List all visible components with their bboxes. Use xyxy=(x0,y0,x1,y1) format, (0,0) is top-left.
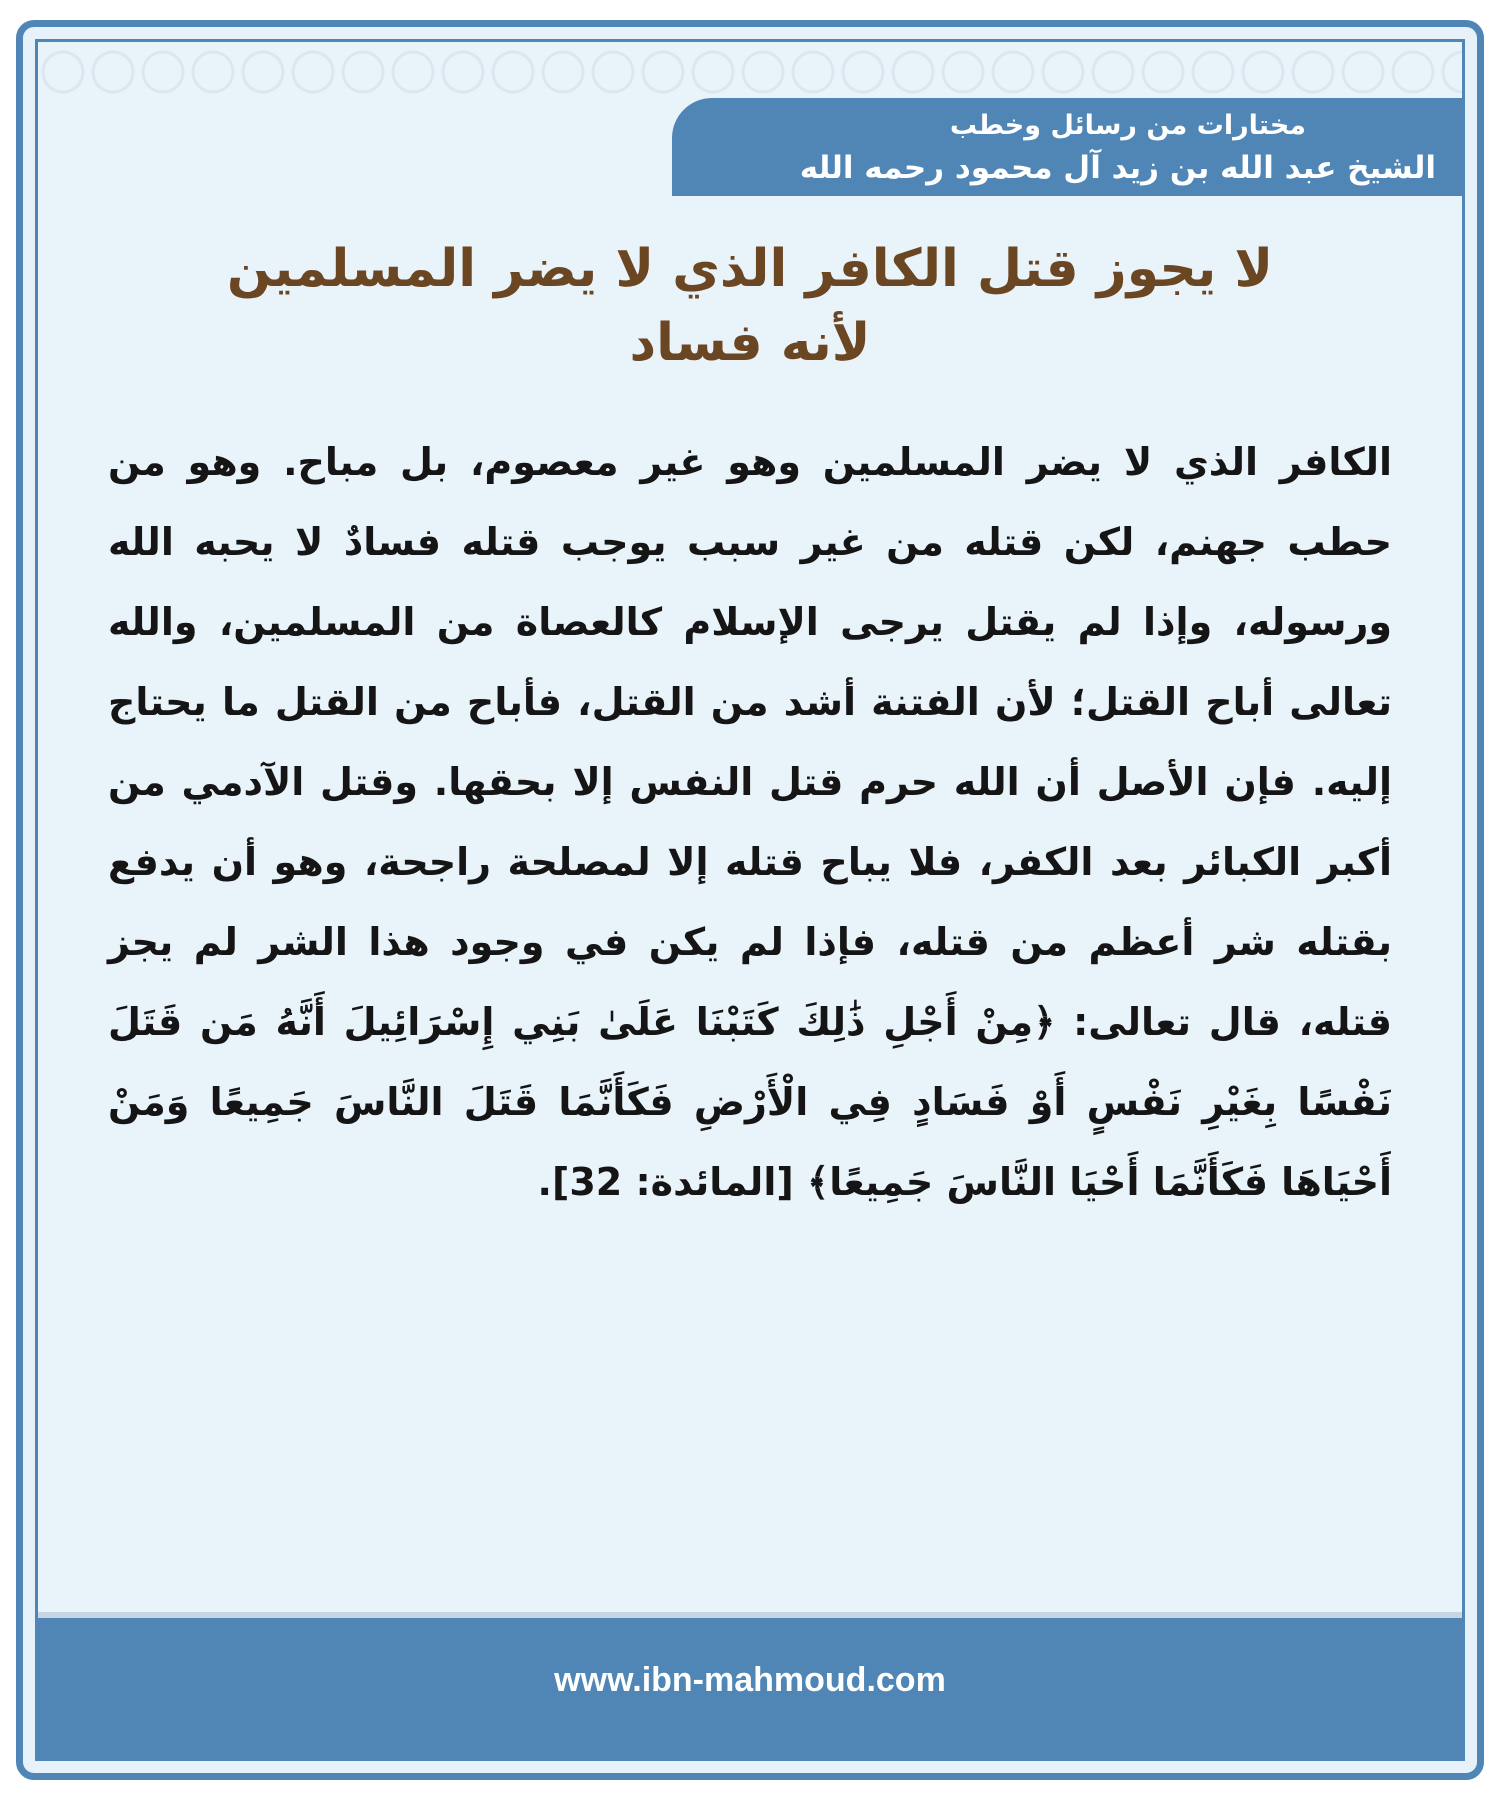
content-panel xyxy=(35,39,1465,1761)
decorative-pattern xyxy=(38,42,1462,102)
series-banner xyxy=(672,98,1462,196)
article-title xyxy=(78,232,1422,380)
website-link[interactable]: www.ibn-mahmoud.com xyxy=(554,1661,946,1699)
series-title: مختارات من رسائل وخطب xyxy=(949,110,1306,141)
author-name: الشيخ عبد الله بن زيد آل محمود رحمه الله xyxy=(799,150,1436,186)
article-title-line-1: لا يجوز قتل الكافر الذي لا يضر المسلمين xyxy=(226,239,1274,299)
outer-frame xyxy=(16,20,1484,1780)
article-body: الكافر الذي لا يضر المسلمين وهو غير معصوم، بل مباح. وهو من حطب جهنم، لكن قتله من غير سبب يوجب قتله فسادٌ لا يحبه الله ورسوله، وإذا لم يقتل يرجى الإسلام كالعصاة من المسلمين، والله تعالى أباح القتل؛ لأن الفتنة أشد من القتل، فأباح من القتل ما يحتاج إليه. فإن الأصل أن الله حرم قتل النفس إلا بحقها. وقتل الآدمي من أكبر الكبائر بعد الكفر، فلا يباح قتله إلا لمصلحة راجحة، وهو أن يدفع بقتله شر أعظم من قتله، فإذا لم يكن في وجود هذا الشر لم يجز قتله، قال تعالى: ﴿مِنْ أَجْلِ ذَٰلِكَ كَتَبْنَا عَلَىٰ بَنِي إِسْرَائِيلَ أَنَّهُ مَن قَتَلَ نَفْسًا بِغَيْرِ نَفْسٍ أَوْ فَسَادٍ فِي الْأَرْضِ فَكَأَنَّمَا قَتَلَ النَّاسَ جَمِيعًا وَمَنْ أَحْيَاهَا فَكَأَنَّمَا أَحْيَا النَّاسَ جَمِيعًا﴾ [المائدة: 32]. xyxy=(108,440,1392,1204)
footer-bar xyxy=(38,1612,1462,1758)
article-title-line-2: لأنه فساد xyxy=(629,313,871,373)
